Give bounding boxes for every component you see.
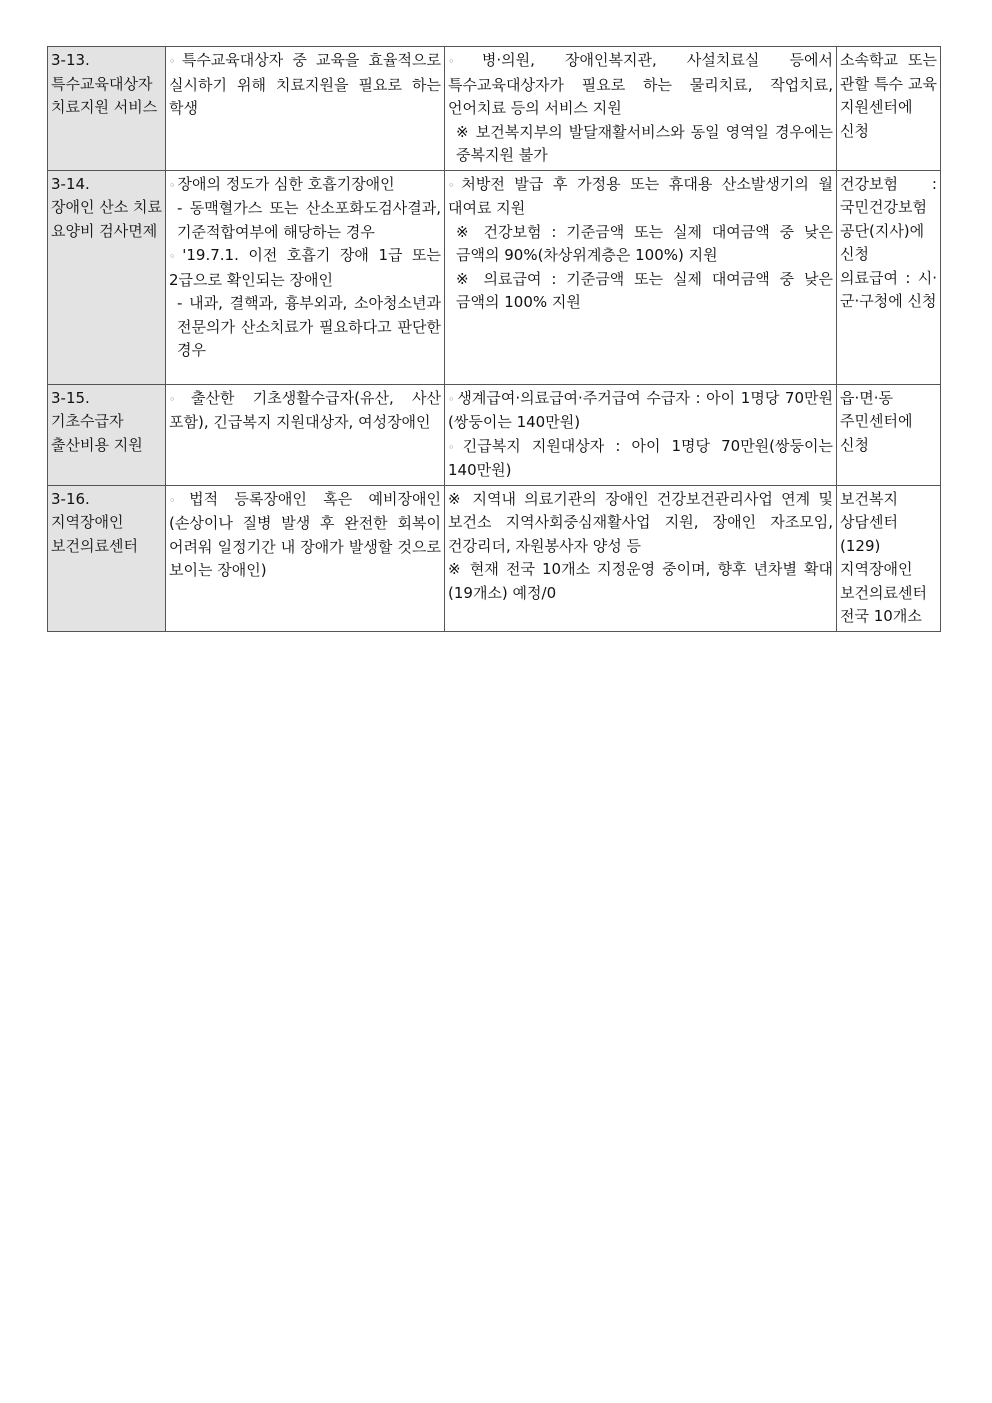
target-item: ◦ 장애의 정도가 심한 호흡기장애인 — [169, 173, 441, 198]
content-note: ※ 건강보험 : 기준금액 또는 실제 대여금액 중 낮은 금액의 90%(차상위계층은 100%) 지원 — [456, 222, 833, 264]
apply-cell — [837, 47, 941, 171]
table-row — [48, 485, 941, 631]
target-item: ◦ 출산한 기초생활수급자(유산, 사산 포함), 긴급복지 지원대상자, 여성장애인 — [169, 387, 441, 435]
apply-cell — [837, 485, 941, 631]
content-note: ※ 보건복지부의 발달재활서비스와 동일 영역일 경우에는 중복지원 불가 — [456, 122, 833, 164]
apply-item: 의료급여 : 시·군·구청에 신청 — [840, 268, 937, 310]
content-cell — [445, 170, 837, 384]
target-subitem: - 내과, 결핵과, 흉부외과, 소아청소년과 전문의가 산소치료가 필요하다고 판단한 경우 — [177, 294, 441, 359]
service-number: 3-14. — [51, 174, 90, 193]
content-item: ◦ 긴급복지 지원대상자 : 아이 1명당 70만원(쌍둥이는 140만원) — [448, 435, 833, 483]
service-title: 지역장애인 보건의료센터 — [51, 513, 138, 555]
apply-item: 보건복지 상담센터(129) — [840, 489, 898, 555]
target-item: ◦ '19.7.1. 이전 호흡기 장애 1급 또는 2급으로 확인되는 장애인 — [169, 244, 441, 292]
service-name-cell — [48, 47, 166, 171]
apply-item: 소속학교 또는 관할 특수 교육 지원센터에 신청 — [840, 51, 937, 140]
service-name-cell — [48, 170, 166, 384]
service-title: 기초수급자 출산비용 지원 — [51, 412, 143, 454]
table-row — [48, 170, 941, 384]
content-note: ※ 지역내 의료기관의 장애인 건강보건관리사업 연계 및 보건소 지역사회중심재활사업 지원, 장애인 자조모임, 건강리더, 자원봉사자 양성 등 — [448, 489, 833, 555]
content-cell — [445, 384, 837, 485]
content-cell — [445, 47, 837, 171]
target-cell — [166, 47, 445, 171]
target-item: ◦ 법적 등록장애인 혹은 예비장애인(손상이나 질병 발생 후 완전한 회복이 어려워 일정기간 내 장애가 발생할 것으로 보이는 장애인) — [169, 488, 441, 583]
service-title: 특수교육대상자 치료지원 서비스 — [51, 74, 158, 116]
service-title: 장애인 산소 치료 요양비 검사면제 — [51, 198, 162, 240]
welfare-table — [47, 46, 941, 632]
target-item: ◦ 특수교육대상자 중 교육을 효율적으로 실시하기 위해 치료지원을 필요로 하는 학생 — [169, 49, 441, 121]
content-note: ※ 의료급여 : 기준금액 또는 실제 대여금액 중 낮은 금액의 100% 지원 — [456, 269, 833, 311]
content-cell — [445, 485, 837, 631]
service-name-cell — [48, 485, 166, 631]
target-subitem: - 동맥혈가스 또는 산소포화도검사결과, 기준적합여부에 해당하는 경우 — [177, 199, 441, 241]
service-number: 3-15. — [51, 388, 90, 407]
service-number: 3-16. — [51, 489, 90, 508]
content-item: ◦ 처방전 발급 후 가정용 또는 휴대용 산소발생기의 월 대여료 지원 — [448, 173, 833, 221]
table-row — [48, 384, 941, 485]
content-note: ※ 현재 전국 10개소 지정운영 중이며, 향후 년차별 확대(19개소) 예정/0 — [448, 560, 833, 602]
table-row — [48, 47, 941, 171]
apply-cell — [837, 170, 941, 384]
apply-item: 읍·면·동 주민센터에 신청 — [840, 388, 913, 454]
service-number: 3-13. — [51, 51, 90, 69]
content-item: ◦ 병·의원, 장애인복지관, 사설치료실 등에서 특수교육대상자가 필요로 하는 물리치료, 작업치료, 언어치료 등의 서비스 지원 — [448, 49, 833, 121]
apply-cell — [837, 384, 941, 485]
target-cell — [166, 170, 445, 384]
apply-item: 건강보험 : 국민건강보험공단(지사)에 신청 — [840, 174, 937, 263]
content-item: ◦ 생계급여·의료급여·주거급여 수급자 : 아이 1명당 70만원(쌍둥이는 140만원) — [448, 387, 833, 435]
apply-item: 지역장애인 보건의료센터 전국 10개소 — [840, 560, 927, 625]
target-cell — [166, 384, 445, 485]
service-name-cell — [48, 384, 166, 485]
target-cell — [166, 485, 445, 631]
